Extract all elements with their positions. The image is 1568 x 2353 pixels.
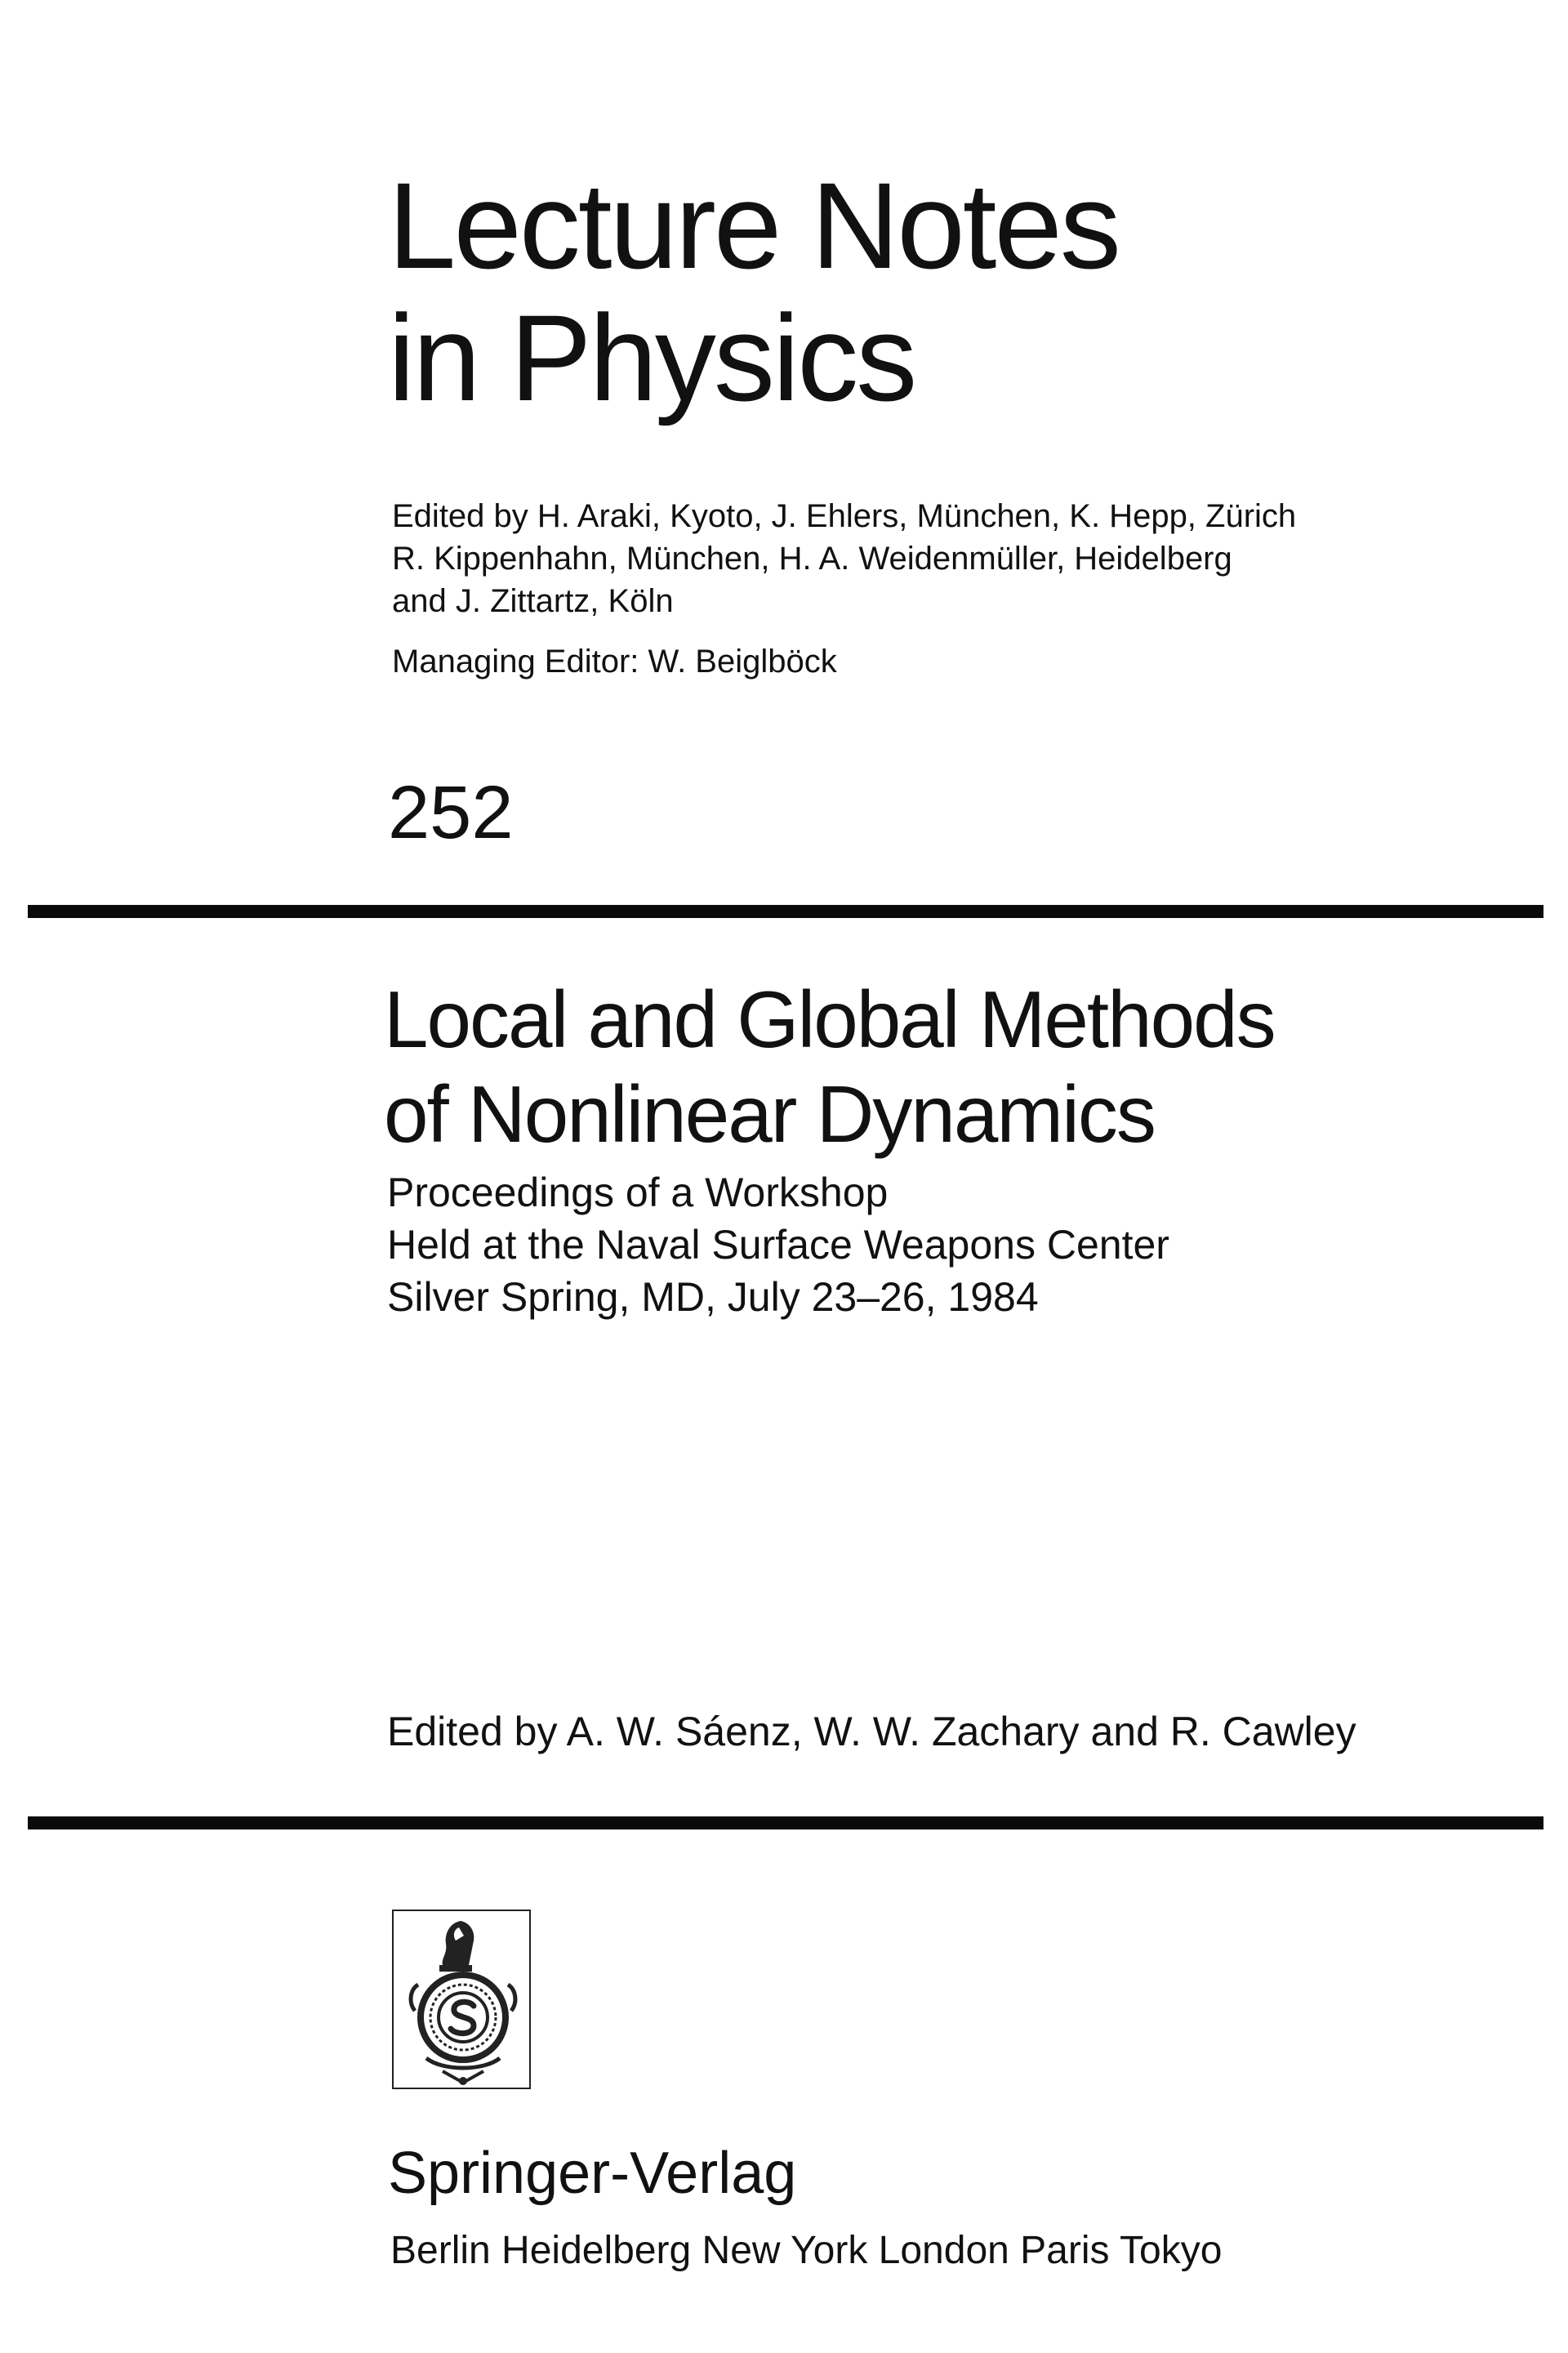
- book-subtitle: [387, 1166, 1169, 1323]
- publisher-cities: Berlin Heidelberg New York London Paris Tokyo: [390, 2229, 1223, 2272]
- volume-number: 252: [388, 771, 514, 854]
- book-title: [384, 972, 1275, 1161]
- series-editors-line-3: and J. Zittartz, Köln: [392, 583, 674, 619]
- managing-editor: Managing Editor: W. Beiglböck: [392, 644, 837, 680]
- series-title: [388, 159, 1119, 424]
- top-divider-rule: [28, 905, 1544, 918]
- series-editors: [392, 495, 1296, 622]
- book-title-line-2: of Nonlinear Dynamics: [384, 1069, 1155, 1159]
- springer-chess-knight-seal-icon: [392, 1910, 531, 2089]
- book-title-line-1: Local and Global Methods: [384, 974, 1275, 1064]
- series-title-line-1: Lecture Notes: [388, 157, 1119, 294]
- series-title-line-2: in Physics: [388, 289, 915, 426]
- book-subtitle-line-2: Held at the Naval Surface Weapons Center: [387, 1222, 1169, 1268]
- publisher-name: Springer-Verlag: [388, 2141, 797, 2206]
- book-subtitle-line-3: Silver Spring, MD, July 23–26, 1984: [387, 1274, 1039, 1320]
- book-subtitle-line-1: Proceedings of a Workshop: [387, 1170, 889, 1215]
- bottom-divider-rule: [28, 1816, 1544, 1829]
- series-editors-line-1: Edited by H. Araki, Kyoto, J. Ehlers, München, K. Hepp, Zürich: [392, 498, 1297, 534]
- series-editors-line-2: R. Kippenhahn, München, H. A. Weidenmüller, Heidelberg: [392, 541, 1232, 577]
- volume-editors: Edited by A. W. Sáenz, W. W. Zachary and R. Cawley: [387, 1709, 1356, 1754]
